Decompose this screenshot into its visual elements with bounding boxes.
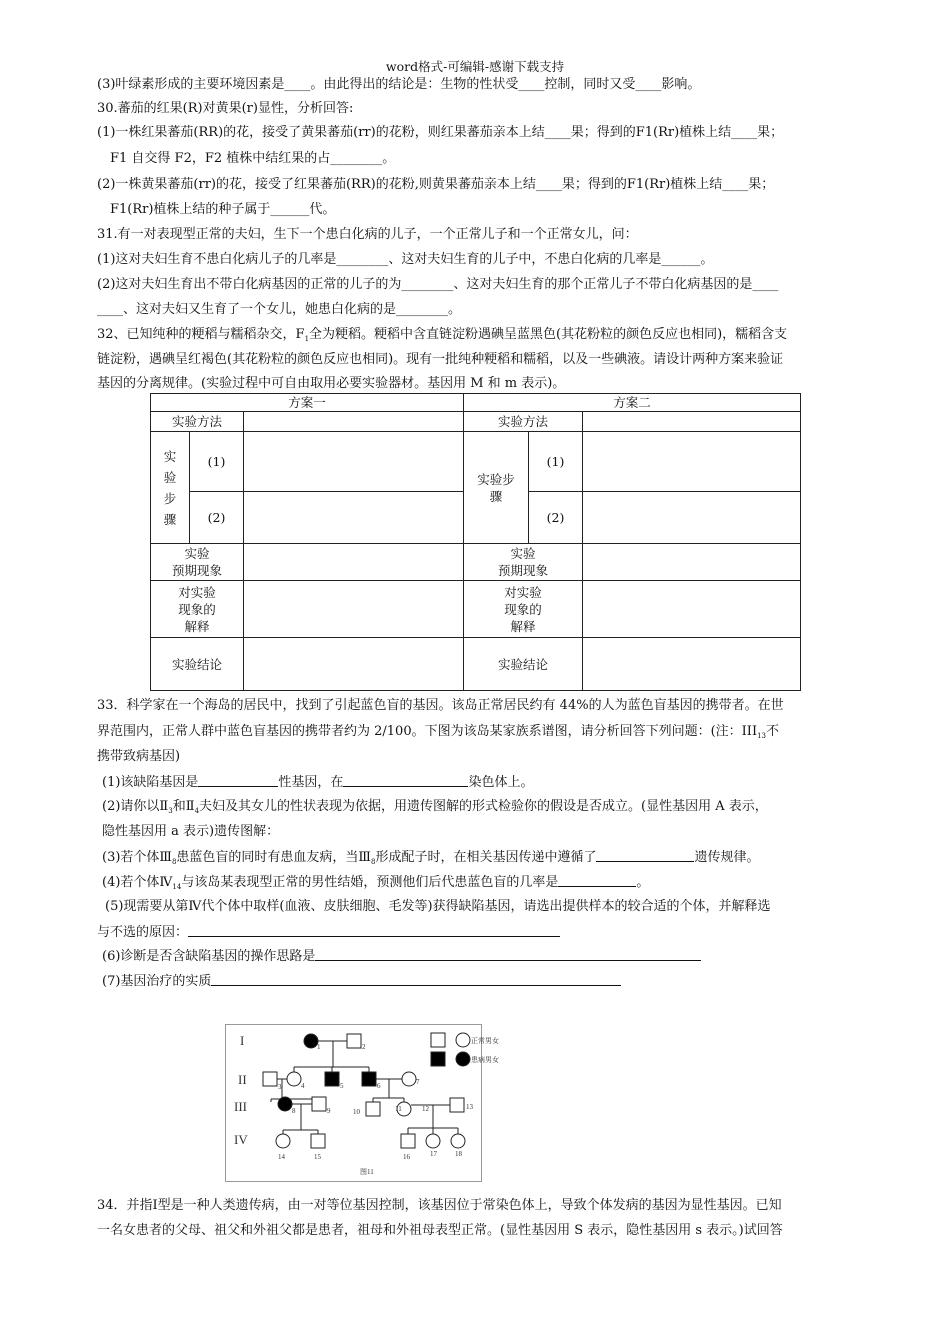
q34-line2: 一名女患者的父母、祖父和外祖父都是患者，祖母和外祖母表型正常。(显性基因用 S 表示，隐性基因用 s 表示。)试回答 [97, 1223, 783, 1238]
q33-q5-line2: 与不选的原因： [97, 924, 560, 941]
plan2-expect-label: 实验 预期现象 [464, 544, 583, 581]
q32-line2: 链淀粉，遇碘呈红褐色(其花粉粒的颜色反应也相同)。现有一批纯种粳稻和糯稻，以及一些碘液。请设计两种方案来验证 [97, 352, 784, 367]
q33-q6: (6)诊断是否含缺陷基因的操作思路是 [102, 948, 701, 965]
q30-part2-line1: (2)一株黄果蕃茄(rr)的花，接受了红果蕃茄(RR)的花粉,则黄果蕃茄亲本上结____果；得到的F1(Rr)植株上结____果； [97, 177, 775, 192]
pedigree-individual-7 [402, 1072, 416, 1086]
pedigree-individual-15 [311, 1134, 325, 1148]
answer-blank [343, 774, 468, 787]
q33-line1: 33．科学家在一个海岛的居民中，找到了引起蓝色盲的基因。该岛正常居民约有 44%的人为蓝色盲基因的携带者。在世 [97, 698, 784, 713]
plan2-conclusion-cell [583, 638, 801, 691]
label-9: 9 [327, 1107, 331, 1115]
legend-affected-male-icon [431, 1052, 445, 1066]
q33-line3: 携带致病基因) [97, 749, 181, 764]
label-17: 17 [430, 1150, 437, 1158]
label-2: 2 [362, 1043, 366, 1051]
plan1-explain-label: 对实验 现象的 解释 [151, 581, 244, 638]
label-3: 3 [278, 1083, 282, 1091]
plan1-conclusion-label: 实验结论 [151, 638, 244, 691]
plan1-conclusion-cell [244, 638, 464, 691]
plan2-step2-label: (2) [529, 492, 583, 544]
q33-q5-line1: (5)现需要从第Ⅳ代个体中取样(血液、皮肤细胞、毛发等)获得缺陷基因，请选出提供样本的较合适的个体，并解释选 [105, 899, 771, 914]
plan2-explain-label: 对实验 现象的 解释 [464, 581, 583, 638]
answer-blank [188, 924, 560, 937]
plan2-method-cell [583, 412, 801, 432]
q29-3: (3)叶绿素形成的主要环境因素是____。由此得出的结论是：生物的性状受____控制，同时又受____影响。 [97, 77, 701, 92]
page-header: word格式-可编辑-感谢下载支持 [385, 59, 565, 74]
plan2-expect-cell [583, 544, 801, 581]
plan2-header: 方案二 [464, 394, 801, 412]
pedigree-individual-4 [287, 1072, 301, 1086]
plan1-step2-cell [244, 492, 464, 544]
gen-label-1: I [240, 1033, 245, 1048]
label-16: 16 [403, 1153, 410, 1161]
plan1-step1-label: (1) [190, 432, 244, 492]
plan2-step1-label: (1) [529, 432, 583, 492]
plan2-explain-cell [583, 581, 801, 638]
label-12: 12 [422, 1105, 429, 1113]
answer-blank [315, 948, 701, 961]
plan1-expect-cell [244, 544, 464, 581]
pedigree-individual-18 [451, 1134, 465, 1148]
pedigree-individual-6 [362, 1072, 376, 1086]
pedigree-individual-8 [278, 1097, 292, 1111]
pedigree-individual-5 [325, 1072, 339, 1086]
pedigree-individual-14 [276, 1134, 290, 1148]
legend-affected-female-icon [456, 1052, 470, 1066]
q31-part2-line1: (2)这对夫妇生育出不带白化病基因的正常的儿子的为________、这对夫妇生育的那个正常儿子不带白化病基因的是____ [97, 277, 779, 292]
plan2-step1-cell [583, 432, 801, 492]
plan1-step2-label: (2) [190, 492, 244, 544]
plan1-expect-label: 实验 预期现象 [151, 544, 244, 581]
pedigree-individual-9 [312, 1097, 326, 1111]
label-5: 5 [340, 1082, 344, 1090]
answer-blank [558, 874, 636, 887]
q30-part1-line2: F1 自交得 F2，F2 植株中结红果的占________。 [110, 151, 396, 166]
pedigree-figure [225, 1024, 499, 1182]
label-7: 7 [416, 1078, 420, 1086]
q31-part1: (1)这对夫妇生育不患白化病儿子的几率是________、这对夫妇生育的儿子中，不患白化病的几率是______。 [97, 252, 714, 267]
label-14: 14 [278, 1153, 285, 1161]
label-11: 11 [395, 1105, 402, 1113]
q33-q1: (1)该缺陷基因是 性基因，在 染色体上。 [102, 775, 534, 790]
legend-normal-male-icon [431, 1033, 445, 1047]
gen-label-4: IV [234, 1132, 248, 1147]
pedigree-individual-2 [347, 1034, 361, 1048]
legend-normal-label: 正常男女 [471, 1037, 499, 1045]
figure-caption: 图11 [360, 1168, 374, 1176]
plan1-header: 方案一 [151, 394, 464, 412]
q30-part2-line2: F1(Rr)植株上结的种子属于______代。 [110, 202, 336, 217]
plan1-step1-cell [244, 432, 464, 492]
gen-label-2: II [238, 1072, 247, 1087]
pedigree-individual-17 [426, 1134, 440, 1148]
q31-stem: 31.有一对表现型正常的夫妇，生下一个患白化病的儿子，一个正常儿子和一个正常女儿，问： [97, 227, 638, 242]
plan1-method-cell [244, 412, 464, 432]
label-13: 13 [466, 1103, 473, 1111]
experiment-table [150, 393, 801, 691]
q33-line2: 界范围内，正常人群中蓝色盲基因的携带者约为 2/100。下图为该岛某家族系谱图，请分析回答下列问题：(注：$III_{13}$不 [97, 724, 780, 740]
q33-q4: (4)若个体$Ⅳ_{14}$与该岛某表现型正常的男性结婚，预测他们后代患蓝色盲的几率是 。 [102, 875, 650, 891]
label-8: 8 [292, 1107, 296, 1115]
q33-q2-line1: (2)请你以$Ⅱ_3$和$Ⅱ_4$夫妇及其女儿的性状表现为依据，用遗传图解的形式检验你的假设是否成立。(显性基因用 A 表示， [102, 799, 768, 815]
plan2-method-label: 实验方法 [464, 412, 583, 432]
pedigree-individual-10 [366, 1102, 380, 1116]
answer-blank [596, 849, 694, 862]
label-1: 1 [317, 1043, 321, 1051]
q31-part2-line2: ____、这对夫妇又生育了一个女儿，她患白化病的是________。 [97, 302, 462, 317]
label-4: 4 [301, 1082, 305, 1090]
q32-line3: 基因的分离规律。(实验过程中可自由取用必要实验器材。基因用 M 和 m 表示)。 [97, 376, 566, 391]
q30-part1-line1: (1)一株红果蕃茄(RR)的花，接受了黄果蕃茄(rr)的花粉，则红果蕃茄亲本上结____果；得到的F1(Rr)植株上结____果； [97, 125, 784, 140]
pedigree-individual-13 [450, 1098, 464, 1112]
pedigree-individual-16 [401, 1134, 415, 1148]
pedigree-individual-3 [263, 1072, 277, 1086]
q34-line1: 34．并指Ⅰ型是一种人类遗传病，由一对等位基因控制，该基因位于常染色体上，导致个体发病的基因为显性基因。已知 [97, 1198, 782, 1213]
legend-affected-label: 患病男女 [471, 1056, 499, 1064]
plan1-steps-label: 实 验 步 骤 [151, 432, 190, 544]
label-18: 18 [455, 1150, 462, 1158]
label-10: 10 [353, 1108, 360, 1116]
plan1-explain-cell [244, 581, 464, 638]
pedigree-svg [226, 1025, 499, 1181]
q33-q3: (3)若个体$Ⅲ_8$患蓝色盲的同时有患血友病，当$Ⅲ_8$形成配子时，在相关基因传递中遵循了 遗传规律。 [102, 850, 760, 866]
q33-q2-line2: 隐性基因用 a 表示)遗传图解： [102, 824, 280, 839]
gen-label-3: III [234, 1099, 247, 1114]
pedigree-individual-1 [304, 1034, 318, 1048]
label-15: 15 [314, 1153, 321, 1161]
plan2-step2-cell [583, 492, 801, 544]
plan1-method-label: 实验方法 [151, 412, 244, 432]
legend-normal-female-icon [456, 1033, 470, 1047]
q30-stem: 30.蕃茄的红果(R)对黄果(r)显性，分析回答: [97, 101, 354, 116]
q33-q7: (7)基因治疗的实质 [102, 973, 621, 990]
plan2-conclusion-label: 实验结论 [464, 638, 583, 691]
q32-line1: 32、已知纯种的粳稻与糯稻杂交，$F_1$全为粳稻。粳稻中含直链淀粉遇碘呈蓝黑色(其花粉粒的颜色反应也相同)，糯稻含支 [97, 327, 788, 343]
answer-blank [198, 774, 278, 787]
label-6: 6 [377, 1082, 381, 1090]
answer-blank [211, 973, 621, 986]
plan2-steps-label: 实验步 骤 [464, 432, 529, 544]
